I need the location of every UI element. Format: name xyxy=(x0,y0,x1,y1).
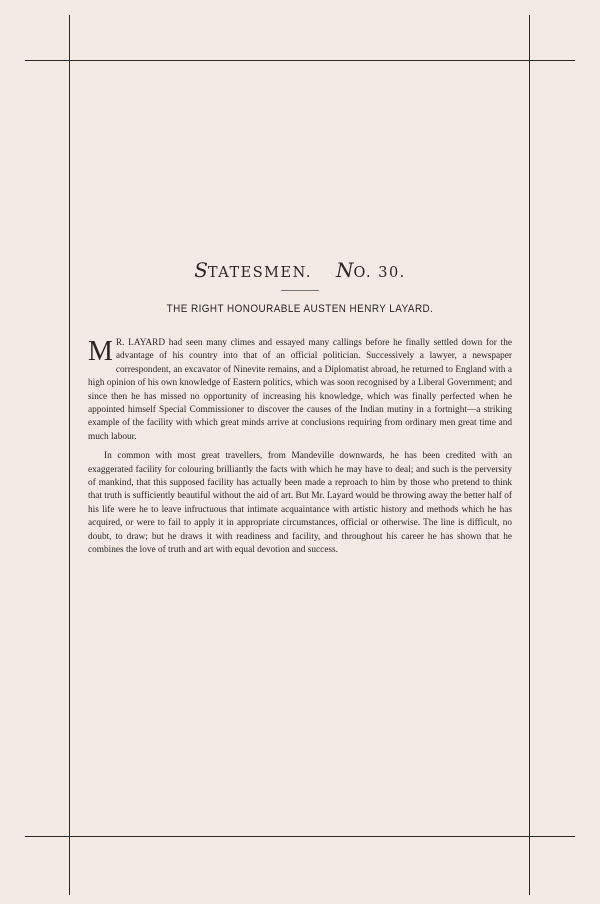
article-title: THE RIGHT HONOURABLE AUSTEN HENRY LAYARD. xyxy=(166,303,434,315)
series-label: TATESMEN. xyxy=(207,265,312,281)
article xyxy=(88,258,512,558)
number-initial: N xyxy=(335,258,354,282)
paragraph-1-text: R. LAYARD had seen many climes and essayed many callings before he finally settled down for the advantage of his country into that of an official politician. Successively a lawyer, a newspaper correspondent, an excavator of Ninevite remains, and a Diplomatist abroad, he returned to England with a high opinion of his own knowledge of Eastern politics, which was soon recognised by a Liberal Government; and since then he has missed no opportunity of increasing his knowledge, which was finally perfected when he appointed himself Special Commissioner to discover the causes of the Indian mutiny in a fortnight—a striking example of the facility with which great minds arrive at conclusions requiring from ordinary men great time and much labour. xyxy=(88,338,512,442)
drop-cap: M xyxy=(88,336,113,367)
heading-divider xyxy=(281,290,319,291)
paragraph-2: In common with most great travellers, from Mandeville downwards, he has been credited with an exaggerated facility for colouring brilliantly the facts with which he may have to deal; and such is the perversity of mankind, that this supposed facility has actually been made a reproach to him by those who pretend to think that truth is sufficiently beautiful without the aid of art. But Mr. Layard would be throwing away the better half of his life were he to leave infructuous that intimate acquaintance with artistic history and methods which he has acquired, or were to fail to apply it in appropriate circumstances, official or otherwise. The line is difficult, no doubt, to draw; but he draws it with readiness and facility, and throughout his career he has shown that he combines the love of truth and art with equal devotion and success. xyxy=(88,451,512,556)
series-initial: S xyxy=(194,258,208,282)
series-number: O. 30. xyxy=(353,265,406,281)
top-border-rule xyxy=(25,60,575,61)
series-heading xyxy=(88,258,512,282)
bottom-border-rule xyxy=(25,836,575,837)
right-border-rule xyxy=(529,15,530,895)
paragraph-1 xyxy=(88,337,512,444)
left-border-rule xyxy=(69,15,70,895)
